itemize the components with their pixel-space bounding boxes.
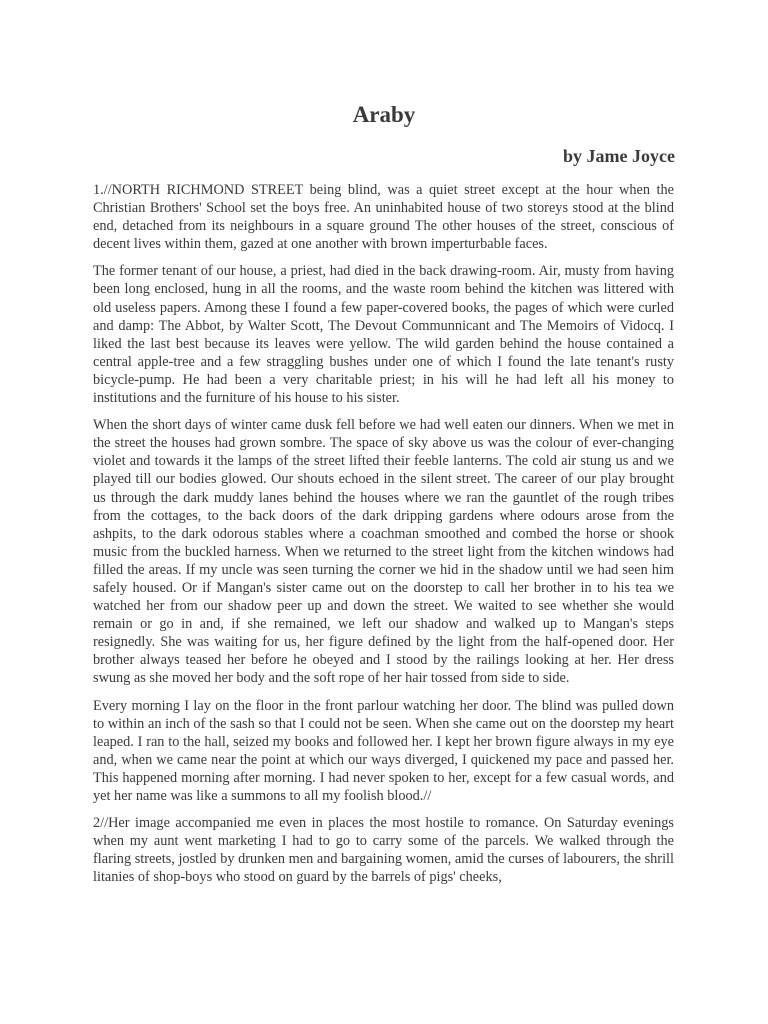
paragraph: 1.//NORTH RICHMOND STREET being blind, was a quiet street except at the hour when the Christian Brothers' School set the boys free. An uninhabited house of two storeys stood at the blind end, detached from its neighbours in a square ground The other houses of the street, conscious of decent lives within them, gazed at one another with brown imperturbable faces.	[93, 182, 674, 253]
paragraph: When the short days of winter came dusk fell before we had well eaten our dinners. When we met in the street the houses had grown sombre. The space of sky above us was the colour of ever-changing violet and towards it the lamps of the street lifted their feeble lanterns. The cold air stung us and we played till our bodies glowed. Our shouts echoed in the silent street. The career of our play brought us through the dark muddy lanes behind the houses where we ran the gauntlet of the rough tribes from the cottages, to the back doors of the dark dripping gardens where odours arose from the ashpits, to the dark odorous stables where a coachman smoothed and combed the horse or shook music from the buckled harness. When we returned to the street light from the kitchen windows had filled the areas. If my uncle was seen turning the corner we hid in the shadow until we had seen him safely housed. Or if Mangan's sister came out on the doorstep to call her brother in to his tea we watched her from our shadow peer up and down the street. We waited to see whether she would remain or go in and, if she remained, we left our shadow and walked up to Mangan's steps resignedly. She was waiting for us, her figure defined by the light from the half-opened door. Her brother always teased her before he obeyed and I stood by the railings looking at her. Her dress swung as she moved her body and the soft rope of her hair tossed from side to side.	[93, 417, 674, 687]
document-title: Araby	[352, 102, 416, 127]
paragraph: Every morning I lay on the floor in the front parlour watching her door. The blind was pulled down to within an inch of the sash so that I could not be seen. When she came out on the doorstep my heart leaped. I ran to the hall, seized my books and followed her. I kept her brown figure always in my eye and, when we came near the point at which our ways diverged, I quickened my pace and passed her. This happened morning after morning. I had never spoken to her, except for a few casual words, and yet her name was like a summons to all my foolish blood.//	[93, 697, 674, 804]
document-author: by Jame Joyce	[563, 146, 675, 166]
document-body	[93, 181, 674, 895]
paragraph: The former tenant of our house, a priest, had died in the back drawing-room. Air, musty from having been long enclosed, hung in all the rooms, and the waste room behind the kitchen was littered with old useless papers. Among these I found a few paper-covered books, the pages of which were curled and damp: The Abbot, by Walter Scott, The Devout Communnicant and The Memoirs of Vidocq. I liked the last best because its leaves were yellow. The wild garden behind the house contained a central apple-tree and a few straggling bushes under one of which I found the late tenant's rusty bicycle-pump. He had been a very charitable priest; in his will he had left all his money to institutions and the furniture of his house to his sister.	[93, 263, 674, 407]
paragraph: 2//Her image accompanied me even in places the most hostile to romance. On Saturday evenings when my aunt went marketing I had to go to carry some of the parcels. We walked through the flaring streets, jostled by drunken men and bargaining women, amid the curses of labourers, the shrill litanies of shop-boys who stood on guard by the barrels of pigs' cheeks,	[93, 815, 674, 886]
